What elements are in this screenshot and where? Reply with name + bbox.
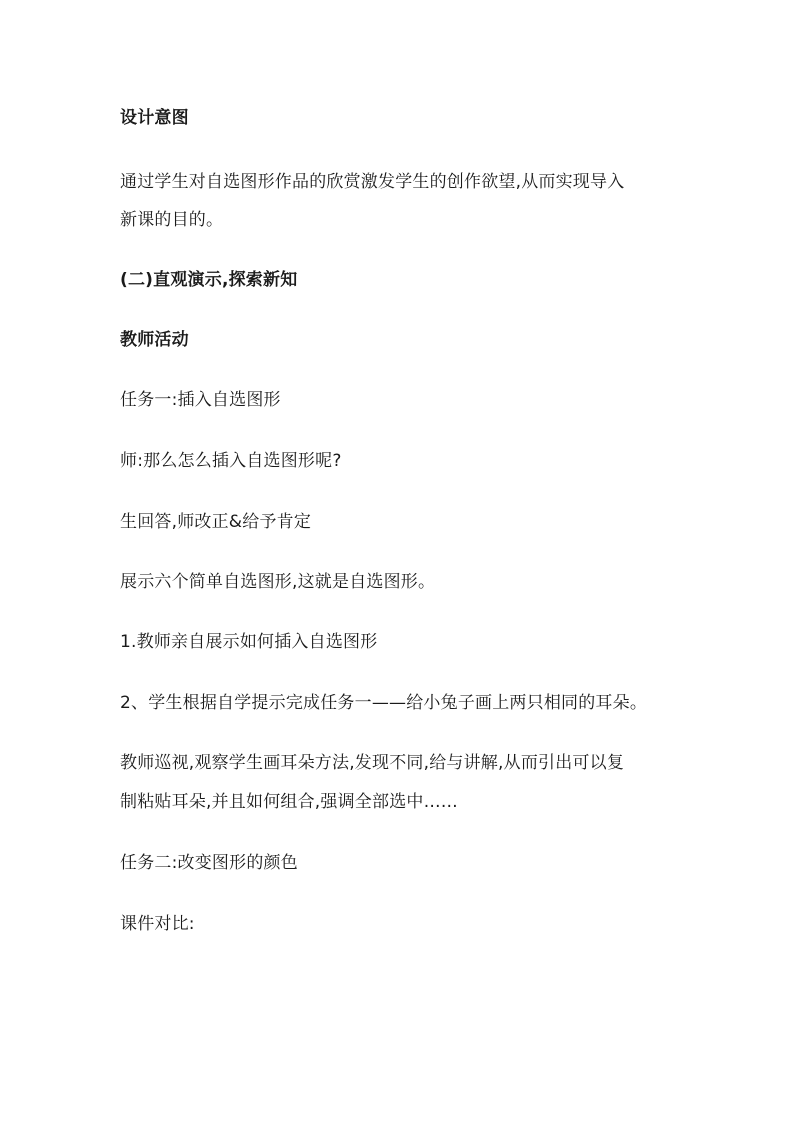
task-two-title: 任务二:改变图形的颜色 bbox=[120, 853, 298, 873]
courseware-compare-text: 课件对比: bbox=[120, 914, 195, 934]
heading-design-intent: 设计意图 bbox=[120, 108, 189, 128]
step-one-text: 1.教师亲自展示如何插入自选图形 bbox=[120, 632, 378, 652]
design-intent-paragraph-line-2: 新课的目的。 bbox=[120, 210, 224, 230]
patrol-paragraph-line-1: 教师巡视,观察学生画耳朵方法,发现不同,给与讲解,从而引出可以复 bbox=[120, 753, 625, 773]
heading-section-two: (二)直观演示,探索新知 bbox=[120, 270, 298, 290]
design-intent-paragraph-line-1: 通过学生对自选图形作品的欣赏激发学生的创作欲望,从而实现导入 bbox=[120, 172, 625, 192]
show-shapes-text: 展示六个简单自选图形,这就是自选图形。 bbox=[120, 572, 436, 592]
heading-teacher-activity: 教师活动 bbox=[120, 330, 189, 350]
task-one-title: 任务一:插入自选图形 bbox=[120, 390, 281, 410]
step-two-text: 2、学生根据自学提示完成任务一——给小兔子画上两只相同的耳朵。 bbox=[120, 693, 648, 713]
student-answer: 生回答,师改正&给予肯定 bbox=[120, 512, 312, 532]
patrol-paragraph-line-2: 制粘贴耳朵,并且如何组合,强调全部选中…… bbox=[120, 792, 459, 812]
teacher-question: 师:那么怎么插入自选图形呢? bbox=[120, 451, 342, 471]
